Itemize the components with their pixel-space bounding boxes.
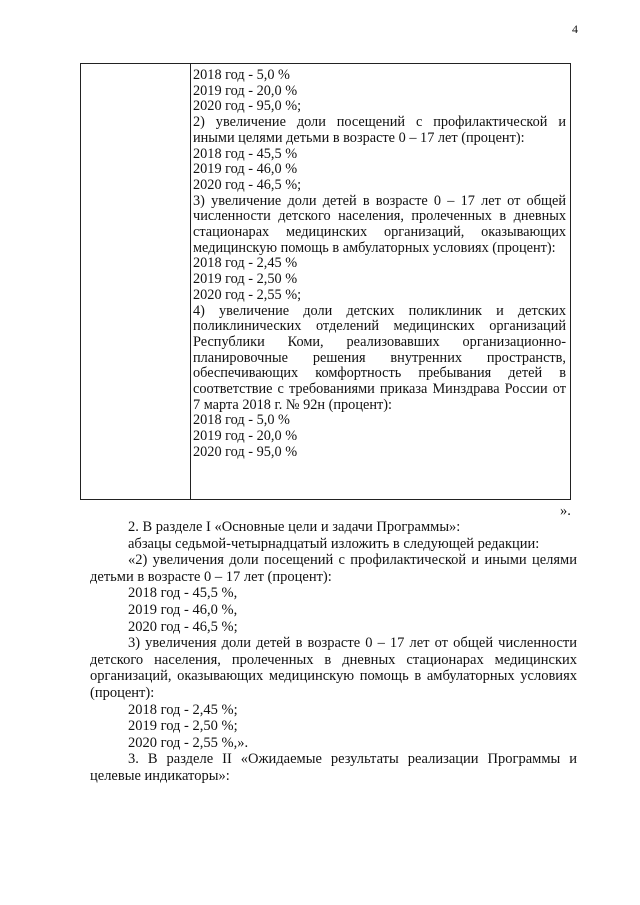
page-number: 4 — [572, 22, 578, 36]
table-cell-line: 2019 год - 20,0 % — [193, 428, 298, 445]
table-cell-line: 2) увеличение доли посещений с профилактической и иными целями детьми в возрасте 0 – 17 лет (процент): — [193, 114, 566, 146]
table-cell-line: 2019 год - 20,0 % — [193, 82, 298, 99]
document-body — [90, 519, 577, 785]
value-line: 2018 год - 45,5 %, — [128, 585, 238, 602]
table-cell-line: 2018 год - 2,45 % — [193, 255, 298, 272]
table-cell-line: 2020 год - 95,0 % — [193, 443, 298, 460]
paragraph-section-1-heading: 2. В разделе I «Основные цели и задачи Программы»: — [128, 519, 461, 535]
table-cell-line: 2020 год - 46,5 %; — [193, 176, 302, 193]
paragraph-paragraphs-instruction: абзацы седьмой-четырнадцатый изложить в следующей редакции: — [128, 535, 540, 552]
table-cell-line: 3) увеличение доли детей в возрасте 0 – 17 лет от общей численности детского населения, пролеченных в дневных стационарах медицинских организаций, оказывающих медицинскую помощь в амбулаторных условиях (процент): — [193, 192, 566, 256]
table-cell-line: 2019 год - 2,50 % — [193, 271, 298, 288]
paragraph-item-2: «2) увеличения доли посещений с профилактической и иными целями детьми в возрасте 0 – 17 лет (процент): — [90, 552, 577, 585]
table-cell-line: 2018 год - 5,0 % — [193, 412, 290, 429]
paragraph-section-2-heading: 3. В разделе II «Ожидаемые результаты реализации Программы и целевые индикаторы»: — [90, 751, 577, 784]
value-line: 2019 год - 46,0 %, — [128, 601, 238, 618]
value-line: 2018 год - 2,45 %; — [128, 701, 238, 718]
table-cell-line: 2018 год - 5,0 % — [193, 67, 290, 83]
table-cell-line: 2019 год - 46,0 % — [193, 161, 298, 178]
value-line: 2019 год - 2,50 %; — [128, 718, 238, 735]
table-column-divider — [190, 64, 191, 499]
table-cell-line: 2020 год - 95,0 %; — [193, 98, 302, 115]
indicator-table — [80, 63, 571, 500]
table-right-cell — [193, 68, 566, 461]
table-cell-line: 4) увеличение доли детских поликлиник и детских поликлинических отделений медицинских организаций Республики Коми, реализовавших организационно-планировочные решения внутренних пространств, обеспечивающих комфортность пребывания детей в соответствие с требованиями приказа Минздрава России от 7 марта 2018 г. № 92н (процент): — [193, 302, 566, 413]
table-cell-line: 2018 год - 45,5 % — [193, 145, 298, 162]
paragraph-item-3: 3) увеличения доли детей в возрасте 0 – 17 лет от общей численности детского населения, пролеченных в дневных стационарах медицинских организаций, оказывающих медицинскую помощь в амбулаторных условиях (процент): — [90, 635, 577, 701]
table-cell-line: 2020 год - 2,55 %; — [193, 286, 302, 303]
closing-quote: ». — [560, 503, 571, 519]
value-line: 2020 год - 2,55 %,». — [128, 734, 249, 751]
value-line: 2020 год - 46,5 %; — [128, 618, 238, 635]
